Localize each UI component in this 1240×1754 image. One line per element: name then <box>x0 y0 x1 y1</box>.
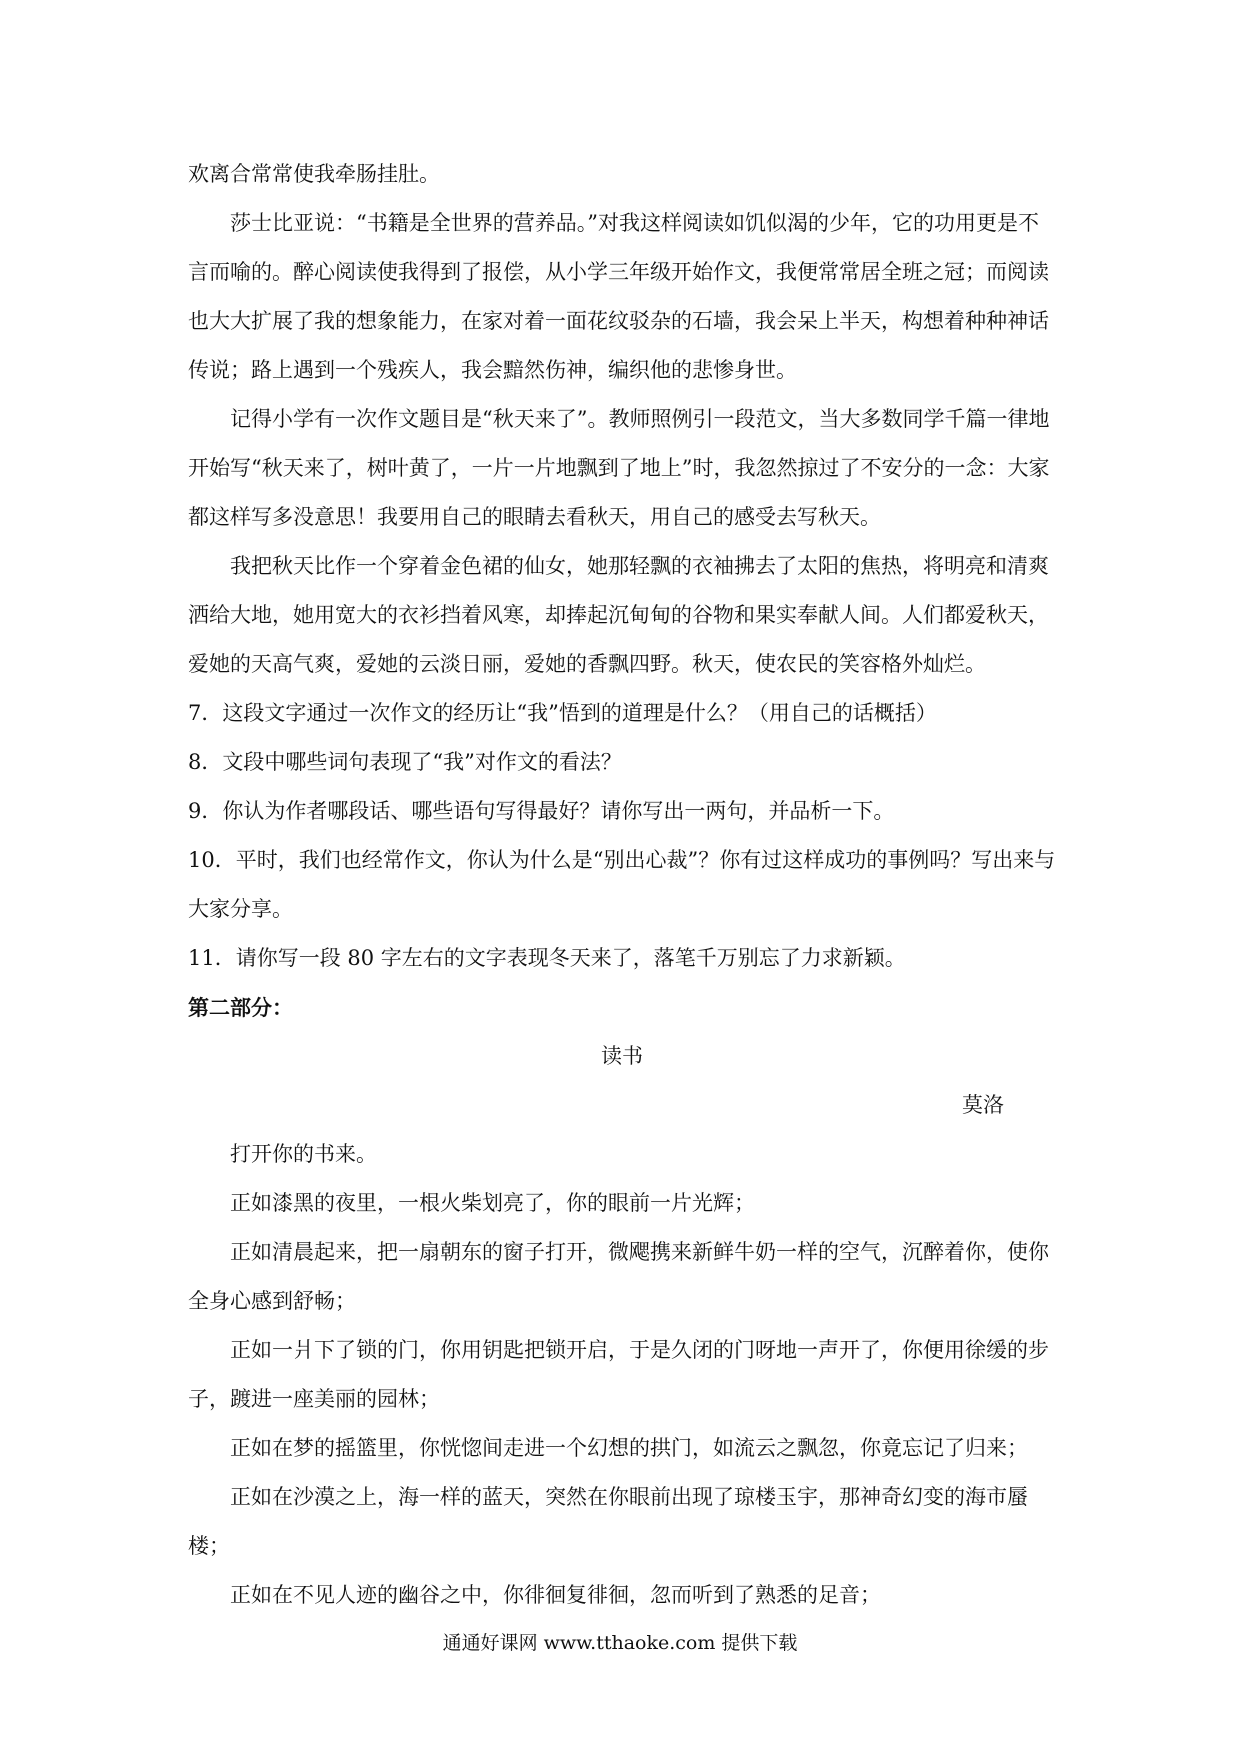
question-9: 9．你认为作者哪段话、哪些语句写得最好？请你写出一两句，并品析一下。 <box>188 799 895 823</box>
article-paragraph: 正如一爿下了锁的门，你用钥匙把锁开启，于是久闭的门呀地一声开了，你便用徐缓的步子，踱进一座美丽的园林； <box>188 1338 1049 1411</box>
question-11: 11．请你写一段 80 字左右的文字表现冬天来了，落笔千万别忘了力求新颖。 <box>188 946 906 970</box>
paragraph: 莎士比亚说：“书籍是全世界的营养品。”对我这样阅读如饥似渴的少年，它的功用更是不言而喻的。醉心阅读使我得到了报偿，从小学三年级开始作文，我便常常居全班之冠；而阅读也大大扩展了我的想象能力，在家对着一面花纹驳杂的石墙，我会呆上半天，构想着种种神话传说；路上遇到一个残疾人，我会黯然伤神，编织他的悲惨身世。 <box>188 211 1049 382</box>
paragraph-continuation: 欢离合常常使我牵肠挂肚。 <box>188 162 440 186</box>
question-7: 7．这段文字通过一次作文的经历让“我”悟到的道理是什么？（用自己的话概括） <box>188 701 937 725</box>
question-10: 10．平时，我们也经常作文，你认为什么是“别出心裁”？你有过这样成功的事例吗？写出来与大家分享。 <box>188 848 1056 921</box>
page-footer: 通通好课网 www.tthaoke.com 提供下载 <box>442 1632 798 1654</box>
article-paragraph: 正如在不见人迹的幽谷之中，你徘徊复徘徊，忽而听到了熟悉的足音； <box>230 1583 881 1607</box>
question-8: 8．文段中哪些词句表现了“我”对作文的看法？ <box>188 750 622 774</box>
article-author: 莫洛 <box>962 1093 1004 1117</box>
article-paragraph: 正如在沙漠之上，海一样的蓝天，突然在你眼前出现了琼楼玉宇，那神奇幻变的海市蜃楼； <box>188 1485 1028 1558</box>
article-paragraph: 正如清晨起来，把一扇朝东的窗子打开，微飔携来新鲜牛奶一样的空气，沉醉着你，使你全身心感到舒畅； <box>188 1240 1049 1313</box>
article-paragraph: 打开你的书来。 <box>230 1142 377 1166</box>
article-paragraph: 正如漆黑的夜里，一根火柴划亮了，你的眼前一片光辉； <box>230 1191 755 1215</box>
article-title: 读书 <box>601 1044 643 1068</box>
document-body <box>188 150 1056 1620</box>
paragraph: 我把秋天比作一个穿着金色裙的仙女，她那轻飘的衣袖拂去了太阳的焦热，将明亮和清爽洒给大地，她用宽大的衣衫挡着风寒，却捧起沉甸甸的谷物和果实奉献人间。人们都爱秋天，爱她的天高气爽，爱她的云淡日丽，爱她的香飘四野。秋天，使农民的笑容格外灿烂。 <box>188 554 1049 676</box>
section-heading: 第二部分： <box>188 995 293 1020</box>
paragraph: 记得小学有一次作文题目是“秋天来了”。教师照例引一段范文，当大多数同学千篇一律地开始写“秋天来了，树叶黄了，一片一片地飘到了地上”时，我忽然掠过了不安分的一念：大家都这样写多没意思！我要用自己的眼睛去看秋天，用自己的感受去写秋天。 <box>188 407 1050 529</box>
article-paragraph: 正如在梦的摇篮里，你恍惚间走进一个幻想的拱门，如流云之飘忽，你竟忘记了归来； <box>230 1436 1028 1460</box>
